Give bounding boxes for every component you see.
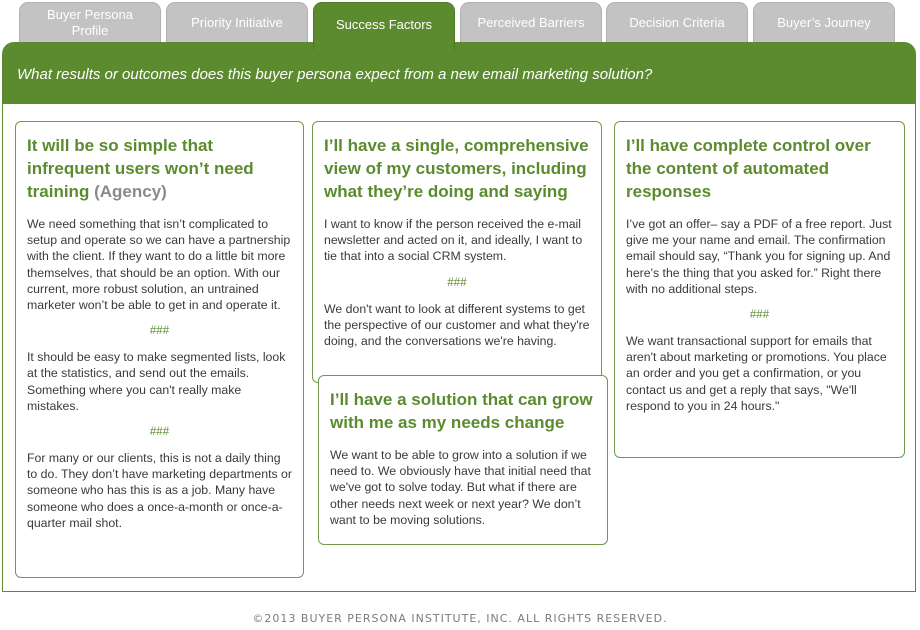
tab-label: Buyer Persona Profile <box>47 6 133 38</box>
card-title: I’ll have a single, comprehensive view of my customers, including what they’re doing and saying <box>324 136 589 201</box>
card-paragraph: We need something that isn’t complicated to setup and operate so we can have a partnership with the client. If they want to do a little bit more themselves, that should be an option. With our current, more robust solution, an untrained marketer won’t be able to get in and operate it. <box>27 217 291 313</box>
tab-label: Priority Initiative <box>191 14 283 30</box>
tab-label: Decision Criteria <box>629 14 725 30</box>
question-banner <box>2 42 916 104</box>
tab-bar <box>0 0 920 42</box>
tab-label: Success Factors <box>335 16 433 32</box>
card-paragraph: I’ve got an offer– say a PDF of a free report. Just give me your name and email. The confirmation email should say, “Thank you for signing up. And here's the thing that you asked for.” Right there with no additional steps. <box>626 217 892 296</box>
card-paragraph: We don't want to look at different systems to get the perspective of our customer and what they're doing, and the conversations we're having. <box>324 301 590 349</box>
success-factor-card-control <box>614 121 905 458</box>
card-title <box>27 134 292 203</box>
card-paragraph: It should be easy to make segmented lists, look at the statistics, and send out the emails. Something where you can't really make mistakes. <box>27 350 286 413</box>
separator: ### <box>447 276 467 289</box>
card-title: I’ll have a solution that can grow with me as my needs change <box>330 390 593 432</box>
tab-label: Perceived Barriers <box>477 14 585 30</box>
separator: ### <box>149 325 170 338</box>
card-paragraph: We want to be able to grow into a solution if we need to. We obviously have that initial need that we've got to solve today. But what if there are other needs next week or next year? We don’t want to be moving solutions. <box>330 448 591 527</box>
tab-decision-criteria[interactable] <box>606 2 748 46</box>
copyright-footer: ©2013 BUYER PERSONA INSTITUTE, INC. ALL RIGHTS RESERVED. <box>252 612 668 625</box>
tab-success-factors[interactable] <box>313 2 455 50</box>
separator: ### <box>149 426 170 439</box>
success-factor-card-grow <box>318 375 608 545</box>
tab-buyer-persona-profile[interactable] <box>19 2 161 46</box>
tab-label: Buyer’s Journey <box>777 14 871 30</box>
card-paragraph: We want transactional support for emails that aren't about marketing or promotions. You place an order and you get a confirmation, or you contact us and get a reply that says, "We'll respond to you in 24 hours." <box>626 334 887 413</box>
tab-priority-initiative[interactable] <box>166 2 308 46</box>
tab-buyers-journey[interactable] <box>753 2 895 46</box>
card-title-text: It will be so simple that infrequent users won’t need training <box>27 136 254 201</box>
success-factor-card-single-view <box>312 121 602 383</box>
card-paragraph: I want to know if the person received the e-mail newsletter and acted on it, and ideally, I want to tie that into a social CRM system. <box>324 217 583 264</box>
question-text: What results or outcomes does this buyer persona expect from a new email marketing solution? <box>17 66 653 83</box>
card-paragraph: For many or our clients, this is not a daily thing to do. They don’t have marketing departments or someone who has this is as a job. Many have someone who does a once-a-month or once-a-quarter mail shot. <box>27 451 292 530</box>
success-factor-card-simple <box>15 121 304 578</box>
tab-perceived-barriers[interactable] <box>460 2 602 46</box>
separator: ### <box>749 309 770 322</box>
card-title-tag: (Agency) <box>94 182 167 201</box>
card-title: I’ll have complete control over the content of automated responses <box>626 136 871 201</box>
